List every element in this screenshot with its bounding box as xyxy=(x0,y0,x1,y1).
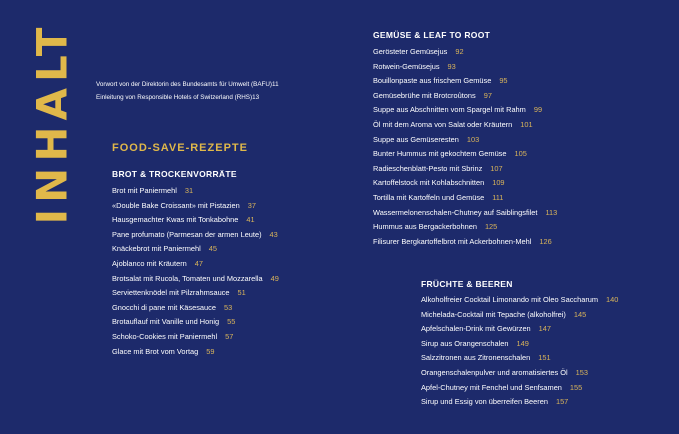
brot-title: BROT & TROCKENVORRÄTE xyxy=(112,169,237,179)
toc-entry xyxy=(112,259,279,274)
toc-entry-title: Apfel-Chutney mit Fenchel und Senfsamen xyxy=(421,382,562,392)
toc-entry-page: 95 xyxy=(499,76,508,86)
toc-entry-title: Orangenschalenpulver und aromatisiertes Öl xyxy=(421,367,568,377)
toc-entry-title: Kartoffelstock mit Kohlabschnitten xyxy=(373,178,485,188)
toc-entry-title: Rotwein-Gemüsejus xyxy=(373,61,440,71)
toc-entry-page: 107 xyxy=(490,163,503,173)
toc-entry-title: Bunter Hummus mit gekochtem Gemüse xyxy=(373,149,507,159)
toc-entry xyxy=(112,186,279,201)
toc-entry xyxy=(112,230,279,245)
toc-title-vertical xyxy=(27,21,77,225)
toc-entry-page: 49 xyxy=(270,273,279,283)
toc-entry-page: 111 xyxy=(492,192,504,202)
toc-entry-page: 149 xyxy=(516,338,529,348)
toc-entry xyxy=(421,324,618,339)
toc-entry xyxy=(373,193,557,208)
toc-entry xyxy=(112,201,279,216)
toc-entry xyxy=(421,383,618,398)
toc-entry xyxy=(112,332,279,347)
toc-entry-page: 140 xyxy=(606,295,619,304)
toc-entry-page: 41 xyxy=(246,215,255,225)
toc-entry-page: 92 xyxy=(455,47,464,56)
brot-list xyxy=(112,186,279,361)
toc-entry-page: 125 xyxy=(484,222,498,232)
toc-entry-title: Brotsalat mit Rucola, Tomaten und Mozzarella xyxy=(112,273,263,283)
toc-entry-title: Suppe aus Gemüseresten xyxy=(373,134,459,144)
toc-entry-page: 145 xyxy=(573,309,587,319)
toc-entry-page: 155 xyxy=(569,382,583,392)
toc-entry-title: Alkoholfreier Cocktail Limonando mit Oleo Saccharum xyxy=(421,295,599,304)
toc-entry xyxy=(112,347,279,362)
toc-entry-title: Glace mit Brot vom Vortag xyxy=(112,346,199,356)
toc-entry xyxy=(373,120,557,135)
toc-entry-page: 11 xyxy=(272,81,279,88)
toc-entry xyxy=(112,303,279,318)
gemuese-title: GEMÜSE & LEAF TO ROOT xyxy=(373,30,491,40)
toc-entry-page: 151 xyxy=(538,353,551,363)
toc-entry-title: Apfelschalen-Drink mit Gewürzen xyxy=(421,324,531,334)
toc-entry-title: Gerösteter Gemüsejus xyxy=(373,47,448,56)
toc-entry xyxy=(112,244,279,259)
toc-entry-title: Serviettenknödel mit Pilzrahmsauce xyxy=(112,288,230,298)
toc-entry-title: Gemüsebrühe mit Brotcroûtons xyxy=(373,90,476,100)
toc-entry-title: Hummus aus Bergackerbohnen xyxy=(373,222,477,232)
toc-entry xyxy=(373,149,557,164)
toc-entry-page: 97 xyxy=(483,90,492,100)
toc-entry-page: 47 xyxy=(194,258,203,268)
toc-entry-title: Gnocchi di pane mit Käsesauce xyxy=(112,302,216,312)
toc-entry xyxy=(373,105,557,120)
toc-entry-title: Knäckebrot mit Paniermehl xyxy=(112,244,201,254)
toc-entry xyxy=(373,178,557,193)
toc-entry-page: 37 xyxy=(247,200,256,210)
toc-entry-page: 103 xyxy=(466,134,480,144)
toc-entry xyxy=(112,288,279,303)
toc-entry-page: 93 xyxy=(447,61,456,71)
toc-entry-title: Sirup und Essig von überreifen Beeren xyxy=(421,397,548,407)
toc-entry xyxy=(373,62,557,77)
toc-entry xyxy=(96,91,279,104)
toc-entry-page: 57 xyxy=(225,331,234,341)
toc-entry-page: 101 xyxy=(520,119,533,129)
toc-entry-page: 109 xyxy=(492,178,505,188)
toc-entry xyxy=(373,135,557,150)
toc-entry-title: Wassermelonenschalen-Chutney auf Saiblingsfilet xyxy=(373,207,538,217)
fruechte-list xyxy=(421,295,618,412)
toc-entry xyxy=(421,295,618,310)
toc-entry-page: 31 xyxy=(184,186,194,195)
toc-entry-title: Brot mit Paniermehl xyxy=(112,186,177,195)
intro-list xyxy=(96,78,279,104)
toc-entry-title: Tortilla mit Kartoffeln und Gemüse xyxy=(373,192,485,202)
toc-entry xyxy=(373,164,557,179)
toc-entry-page: 126 xyxy=(539,236,552,246)
gemuese-list xyxy=(373,47,557,251)
toc-entry-title: Filisurer Bergkartoffelbrot mit Ackerbohnen-Mehl xyxy=(373,236,532,246)
toc-entry xyxy=(421,339,618,354)
toc-entry-title: Suppe aus Abschnitten vom Spargel mit Rahm xyxy=(373,105,526,115)
toc-entry xyxy=(373,91,557,106)
toc-entry-title: Hausgemachter Kwas mit Tonkabohne xyxy=(112,215,239,225)
toc-entry-title: Ajoblanco mit Kräutern xyxy=(112,258,187,268)
toc-entry-title: Salzzitronen aus Zitronenschalen xyxy=(421,353,531,363)
toc-entry-title: Schoko-Cookies mit Paniermehl xyxy=(112,331,218,341)
toc-entry-title: Brotauflauf mit Vanille und Honig xyxy=(112,317,220,327)
toc-entry-title: «Double Bake Croissant» mit Pistazien xyxy=(112,200,240,210)
toc-entry-page: 55 xyxy=(227,317,236,327)
toc-entry xyxy=(112,215,279,230)
toc-entry xyxy=(421,368,618,383)
toc-entry-page: 45 xyxy=(208,244,217,254)
section-food-save-title: FOOD-SAVE-REZEPTE xyxy=(112,142,248,154)
toc-entry-title: Radieschenblatt-Pesto mit Sbrinz xyxy=(373,163,483,173)
fruechte-title: FRÜCHTE & BEEREN xyxy=(421,279,513,289)
toc-entry-title: Michelada-Cocktail mit Tepache (alkoholfrei) xyxy=(421,309,566,319)
toc-entry-page: 99 xyxy=(533,105,543,115)
toc-entry-page: 43 xyxy=(269,229,278,239)
toc-entry xyxy=(373,47,557,62)
toc-entry xyxy=(96,78,279,91)
toc-entry-page: 59 xyxy=(206,346,215,356)
toc-entry xyxy=(373,222,557,237)
toc-entry-title: Einleitung von Responsible Hotels of Switzerland (RHS) xyxy=(96,94,253,101)
toc-entry-page: 105 xyxy=(514,149,527,159)
toc-entry-title: Bouillonpaste aus frischem Gemüse xyxy=(373,76,492,86)
toc-entry-page: 157 xyxy=(555,397,569,407)
toc-entry-title: Sirup aus Orangenschalen xyxy=(421,338,509,348)
toc-entry-title: Vorwort von der Direktorin des Bundesamts für Umwelt (BAFU) xyxy=(96,81,273,88)
toc-entry-page: 153 xyxy=(575,367,589,377)
toc-entry-title: Pane profumato (Parmesan der armen Leute) xyxy=(112,229,262,239)
toc-entry-page: 51 xyxy=(237,288,246,298)
toc-entry-title: Öl mit dem Aroma von Salat oder Kräutern xyxy=(373,119,513,129)
toc-entry xyxy=(373,208,557,223)
toc-entry-page: 53 xyxy=(223,302,233,312)
toc-entry xyxy=(373,237,557,252)
toc-title: INHALT xyxy=(27,21,77,225)
toc-entry xyxy=(421,397,618,412)
toc-entry xyxy=(421,353,618,368)
toc-entry-page: 13 xyxy=(252,94,260,101)
toc-entry xyxy=(373,76,557,91)
toc-entry xyxy=(112,317,279,332)
toc-entry-page: 113 xyxy=(545,207,558,217)
toc-entry-page: 147 xyxy=(538,324,552,334)
toc-entry xyxy=(421,310,618,325)
toc-entry xyxy=(112,274,279,289)
